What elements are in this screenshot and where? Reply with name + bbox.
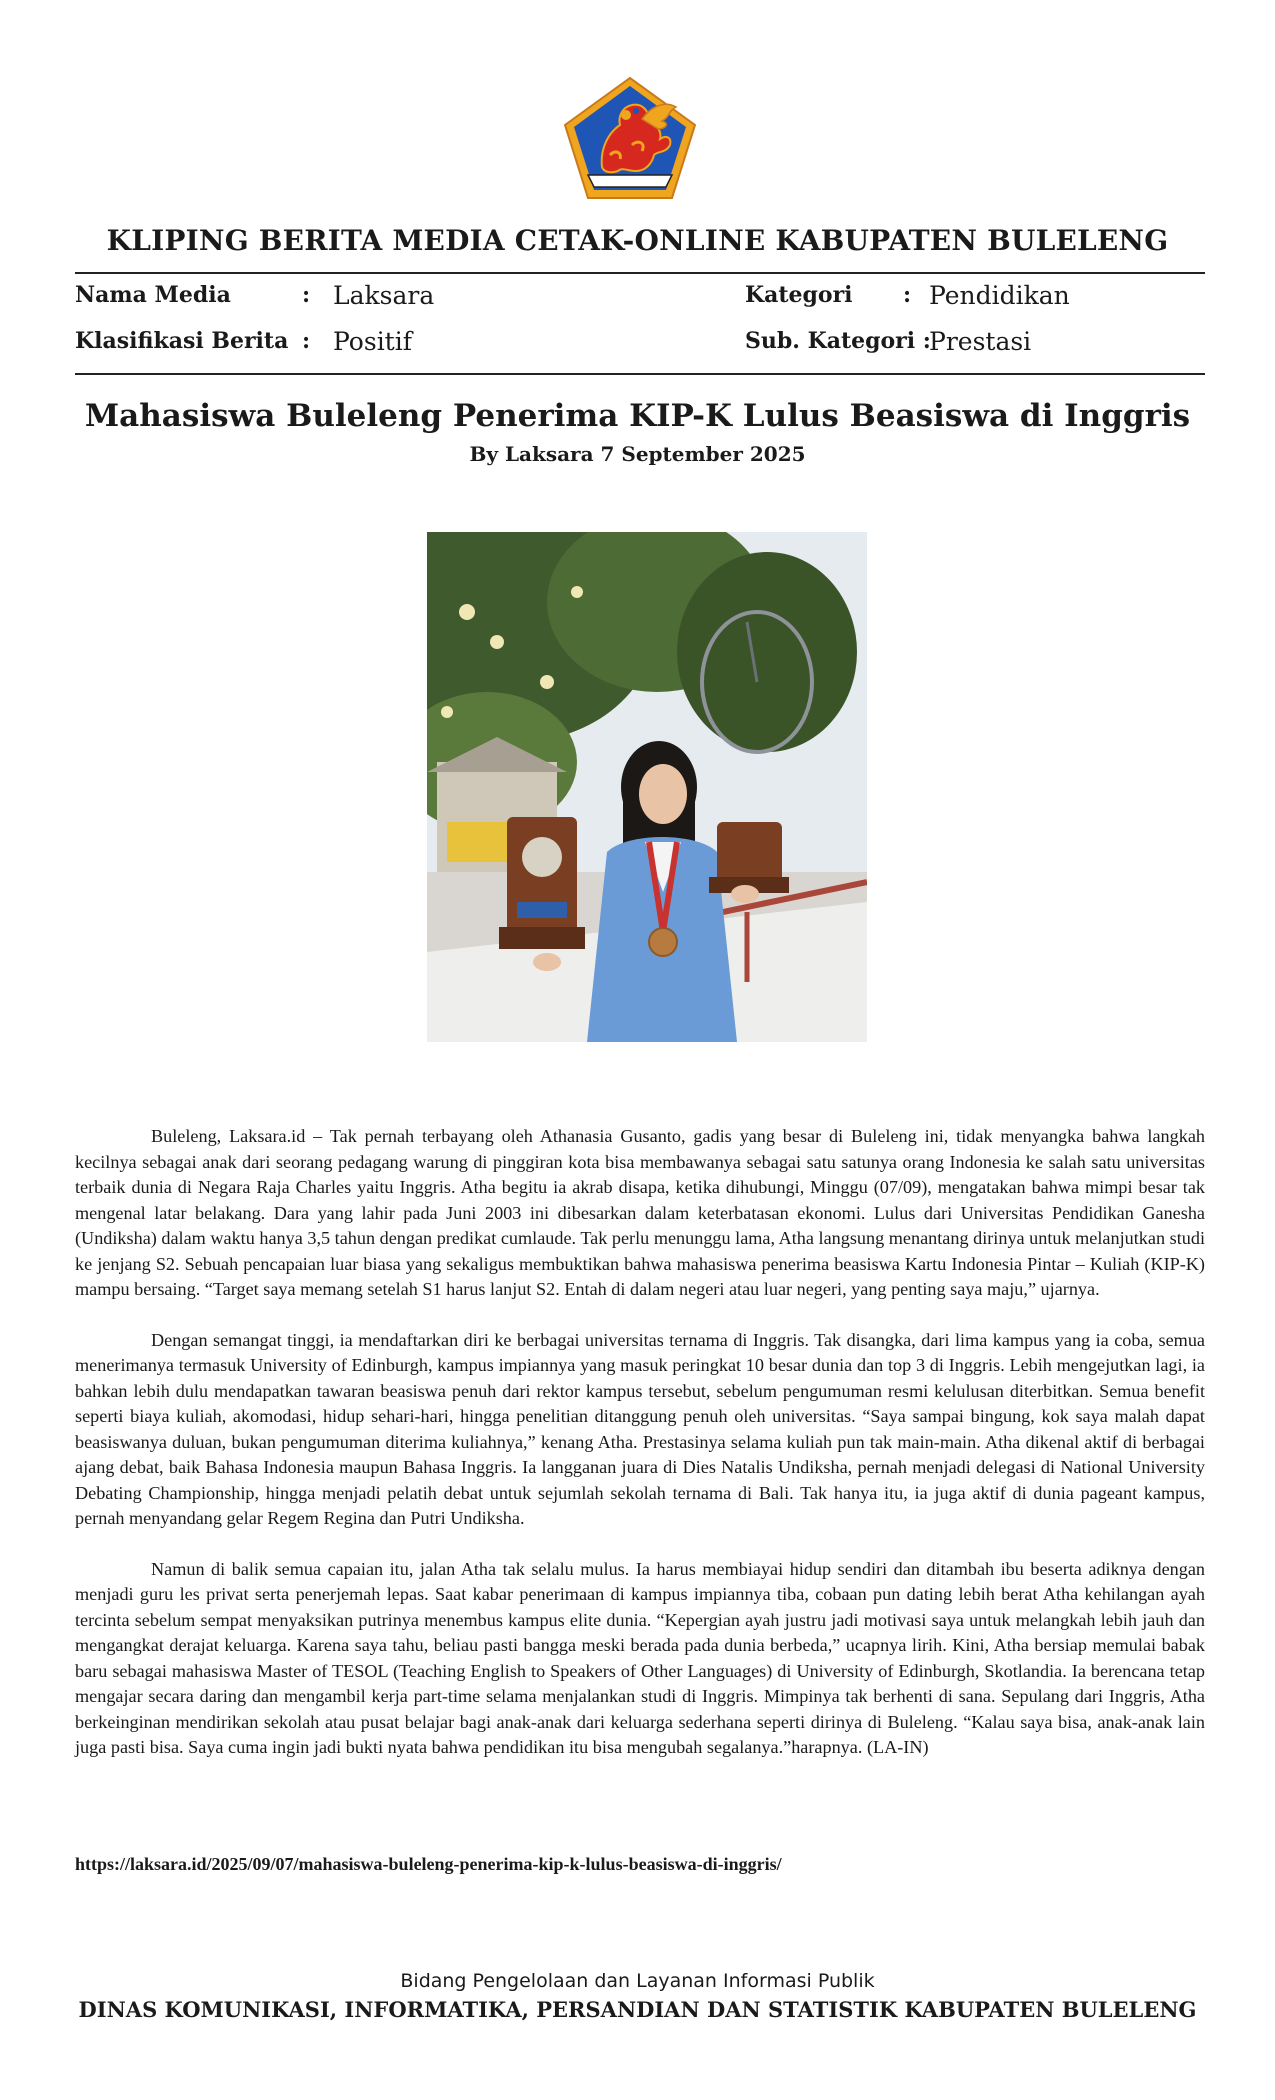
- article-paragraph: Dengan semangat tinggi, ia mendaftarkan diri ke berbagai universitas ternama di Inggris. Tak disangka, dari lima kampus yang ia coba, semua menerimanya termasuk University of Edinburgh, kampus impiannya yang masuk peringkat 10 besar dunia dan top 3 di Inggris. Lebih mengejutkan lagi, ia bahkan lebih dulu mendapatkan tawaran beasiswa penuh dari rektor kampus tersebut, sebelum pengumuman resmi kelulusan diterbitkan. Semua benefit seperti biaya kuliah, akomodasi, hidup sehari-hari, hingga penelitian ditanggung penuh oleh universitas. “Saya sampai bingung, kok saya malah dapat beasiswanya duluan, bukan pengumuman diterima kuliahnya,” kenang Atha. Prestasinya selama kuliah pun tak main-main. Atha dikenal aktif di berbagai ajang debat, baik Bahasa Indonesia maupun Bahasa Inggris. Ia langganan juara di Dies Natalis Undiksha, pernah menjadi delegasi di National University Debating Championship, hingga menjadi pelatih debat untuk sejumlah sekolah ternama di Bali. Tak hanya itu, ia juga aktif di dunia pageant kampus, pernah menyandang gelar Regem Regina dan Putri Undiksha.: [75, 1329, 1205, 1528]
- klasifikasi-colon: :: [302, 328, 311, 354]
- singa-ambara-raja-emblem-icon: [562, 75, 698, 201]
- sub-kategori-value: Prestasi: [929, 327, 1032, 356]
- header-divider-bottom: [75, 373, 1205, 375]
- kategori-label: Kategori: [745, 282, 853, 308]
- article-byline: By Laksara 7 September 2025: [469, 442, 806, 466]
- sub-kategori-label: Sub. Kategori :: [745, 328, 931, 354]
- klasifikasi-berita-value: Positif: [333, 327, 412, 356]
- nama-media-label: Nama Media: [75, 282, 231, 308]
- footer-agency: DINAS KOMUNIKASI, INFORMATIKA, PERSANDIAN DAN STATISTIK KABUPATEN BULELENG: [78, 1997, 1197, 2022]
- kategori-colon: :: [903, 282, 912, 308]
- clipping-header-title: KLIPING BERITA MEDIA CETAK-ONLINE KABUPATEN BULELENG: [106, 224, 1169, 257]
- nama-media-value: Laksara: [333, 281, 435, 310]
- header-divider-top: [75, 272, 1205, 274]
- nama-media-colon: :: [302, 282, 311, 308]
- footer-division: Bidang Pengelolaan dan Layanan Informasi Publik: [400, 1970, 875, 1992]
- article-body: [75, 1124, 1205, 1786]
- article-paragraph: Buleleng, Laksara.id – Tak pernah terbayang oleh Athanasia Gusanto, gadis yang besar di Buleleng ini, tidak menyangka bahwa langkah kecilnya sebagai anak dari seorang pedagang warung di pinggiran kota bisa membawanya sebagai satu satunya orang Indonesia ke salah satu universitas terbaik dunia di Negara Raja Charles yaitu Inggris. Atha begitu ia akrab disapa, ketika dihubungi, Minggu (07/09), mengatakan bahwa mimpi besar tak mengenal latar belakang. Dara yang lahir pada Juni 2003 ini dibesarkan dalam keterbatasan ekonomi. Lulus dari Universitas Pendidikan Ganesha (Undiksha) dalam waktu hanya 3,5 tahun dengan predikat cumlaude. Tak perlu menunggu lama, Atha langsung menantang dirinya untuk melanjutkan studi ke jenjang S2. Sebuah pencapaian luar biasa yang sekaligus membuktikan bahwa mahasiswa penerima beasiswa Kartu Indonesia Pintar – Kuliah (KIP-K) mampu bersaing. “Target saya memang setelah S1 harus lanjut S2. Entah di dalam negeri atau luar negeri, yang penting saya maju,” ujarnya.: [75, 1126, 1205, 1299]
- klasifikasi-berita-label: Klasifikasi Berita: [75, 328, 289, 354]
- article-title: Mahasiswa Buleleng Penerima KIP-K Lulus Beasiswa di Inggris: [84, 398, 1191, 434]
- student-with-trophies-photo: [427, 532, 867, 1042]
- source-url-link[interactable]: https://laksara.id/2025/09/07/mahasiswa-buleleng-penerima-kip-k-lulus-beasiswa-di-inggris/: [75, 1854, 782, 1874]
- kategori-value: Pendidikan: [929, 281, 1070, 310]
- article-paragraph: Namun di balik semua capaian itu, jalan Atha tak selalu mulus. Ia harus membiayai hidup sendiri dan ditambah ibu beserta adiknya dengan menjadi guru les privat serta penerjemah lepas. Saat kabar penerimaan di kampus impiannya tiba, cobaan pun dating lebih berat Atha kehilangan ayah tercinta sebelum sempat menyaksikan putrinya menembus kampus elite dunia. “Kepergian ayah justru jadi motivasi saya untuk melangkah lebih jauh dan mengangkat derajat keluarga. Karena saya tahu, beliau pasti bangga meski berada pada dunia berbeda,” ucapnya lirih. Kini, Atha bersiap memulai babak baru sebagai mahasiswa Master of TESOL (Teaching English to Speakers of Other Languages) di University of Edinburgh, Skotlandia. Ia berencana tetap mengajar secara daring dan mengambil kerja part-time selama menjalankan studi di Inggris. Mimpinya tak berhenti di sana. Sepulang dari Inggris, Atha berkeinginan mendirikan sekolah atau pusat belajar bagi anak-anak dari keluarga sederhana seperti dirinya di Buleleng. “Kalau saya bisa, anak-anak lain juga pasti bisa. Saya cuma ingin jadi bukti nyata bahwa pendidikan itu bisa mengubah segalanya.”harapnya. (LA-IN): [75, 1558, 1205, 1757]
